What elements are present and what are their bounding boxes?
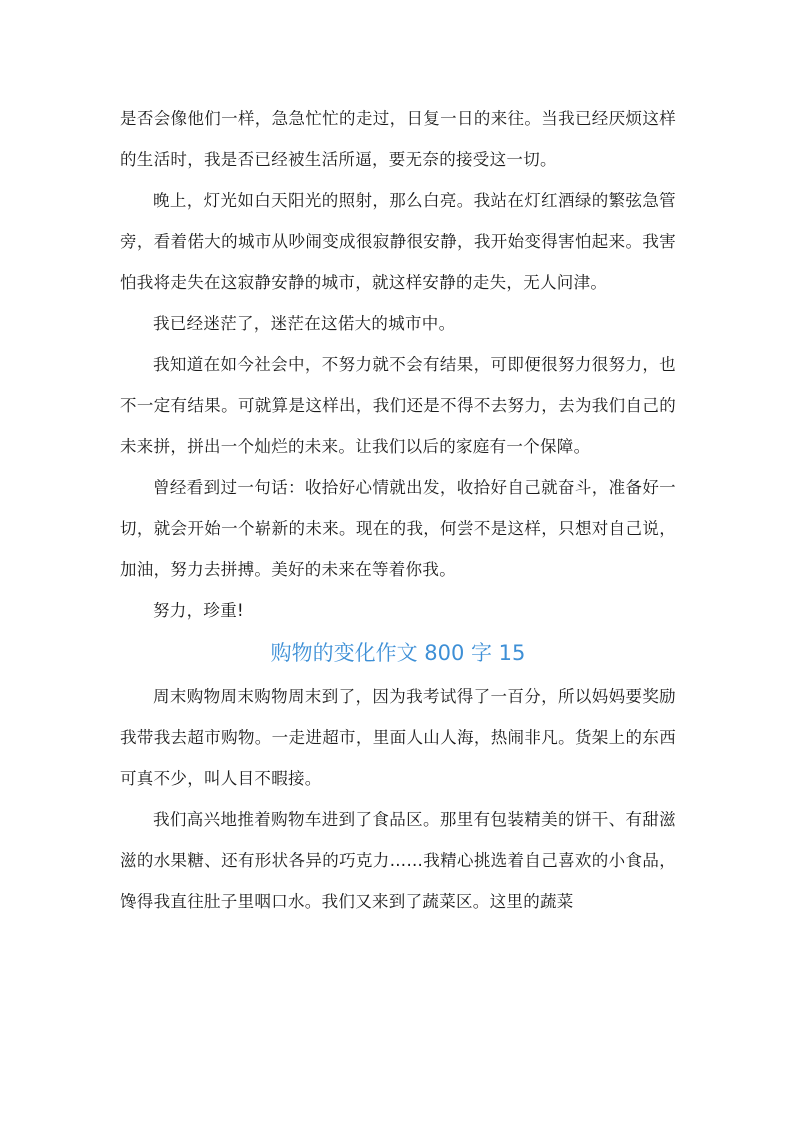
paragraph-4: 我知道在如今社会中，不努力就不会有结果，可即便很努力很努力，也不一定有结果。可就算是这样出，我们还是不得不去努力，去为我们自己的未来拼，拼出一个灿烂的未来。让我们以后的家庭有一个保障。: [120, 355, 676, 456]
paragraph-7: 周末购物周末购物周末到了，因为我考试得了一百分，所以妈妈要奖励我带我去超市购物。一走进超市，里面人山人海，热闹非凡。货架上的东西可真不少，叫人目不暇接。: [120, 687, 676, 788]
document-page: [120, 98, 676, 922]
paragraph-3: 我已经迷茫了，迷茫在这偌大的城市中。: [153, 314, 456, 333]
paragraph-2: 晚上，灯光如白天阳光的照射，那么白亮。我站在灯红酒绿的繁弦急管旁，看着偌大的城市从吵闹变成很寂静很安静，我开始变得害怕起来。我害怕我将走失在这寂静安静的城市，就这样安静的走失，无人问津。: [120, 191, 676, 292]
paragraph-5: 曾经看到过一句话：收拾好心情就出发，收拾好自己就奋斗，准备好一切，就会开始一个崭新的未来。现在的我，何尝不是这样，只想对自己说，加油，努力去拼搏。美好的未来在等着你我。: [120, 478, 676, 579]
section-heading: 购物的变化作文 800 字 15: [270, 641, 526, 665]
paragraph-1: 是否会像他们一样，急急忙忙的走过，日复一日的来往。当我已经厌烦这样的生活时，我是否已经被生活所逼，要无奈的接受这一切。: [120, 109, 676, 169]
paragraph-6: 努力，珍重!: [153, 601, 244, 620]
paragraph-8: 我们高兴地推着购物车进到了食品区。那里有包装精美的饼干、有甜滋滋的水果糖、还有形状各异的巧克力……我精心挑选着自己喜欢的小食品，馋得我直往肚子里咽口水。我们又来到了蔬菜区。这里的蔬菜: [120, 810, 676, 911]
